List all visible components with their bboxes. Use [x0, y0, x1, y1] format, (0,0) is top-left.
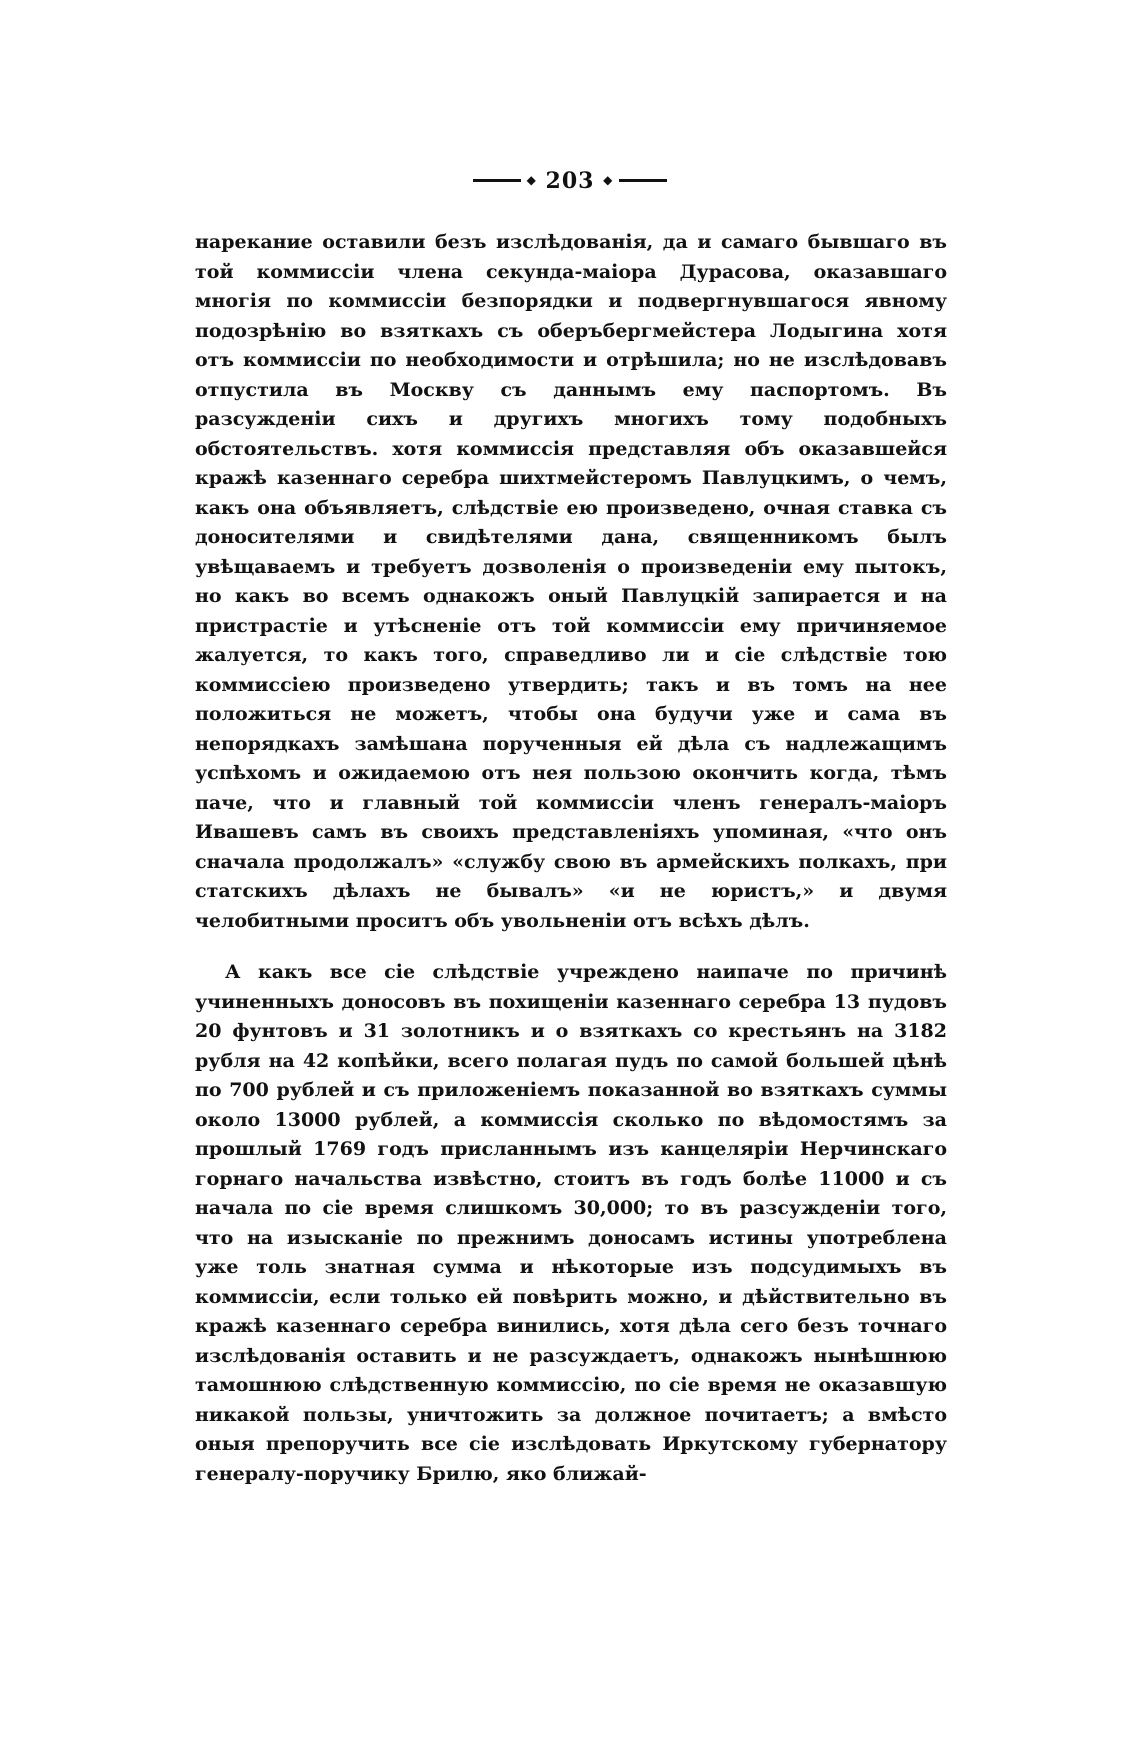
paragraph: нарекание оставили безъ изслѣдованія, да и самаго бывшаго въ той коммиссіи члена секунда-маіора Дурасова, оказавшаго многія по коммиссіи безпорядки и подвергнувшагося явному подозрѣнію во взяткахъ съ оберъбергмейстера Лодыгина хотя отъ коммиссіи по необходимости и отрѣшила; но не изслѣдовавъ отпустила въ Москву съ даннымъ ему паспортомъ. Въ разсужденіи сихъ и другихъ многихъ тому подобныхъ обстоятельствъ. хотя коммиссія представляя объ оказавшейся кражѣ казеннаго серебра шихтмейстеромъ Павлуцкимъ, о чемъ, какъ она объявляетъ, слѣдствіе ею произведено, очная ставка съ доносителями и свидѣтелями дана, священникомъ былъ увѣщаваемъ и требуетъ дозволенія о произведеніи ему пытокъ, но какъ во всемъ однакожъ оный Павлуцкій запирается и на пристрастіе и утѣсненіе отъ той коммиссіи ему причиняемое жалуется, то какъ того, справедливо ли и сіе слѣдствіе тою коммиссіею произведено утвердить; такъ и въ томъ на нее положиться не можетъ, чтобы она будучи уже и сама въ непорядкахъ замѣшана порученныя ей дѣла съ надлежащимъ успѣхомъ и ожидаемою отъ нея пользою окончить когда, тѣмъ паче, что и главный той коммиссіи членъ генералъ-маіоръ Ивашевъ самъ въ своихъ представленіяхъ упоминая, «что онъ сначала продолжалъ» «службу свою въ армейскихъ полкахъ, при статскихъ дѣлахъ не бывалъ» «и не юристъ,» и двумя челобитными проситъ объ увольненіи отъ всѣхъ дѣлъ. [195, 231, 947, 932]
main-text-block [195, 228, 947, 1489]
right-ornament-rule [619, 179, 667, 182]
page-number: 203 [545, 168, 595, 194]
paragraph: А какъ все сіе слѣдствіе учреждено наипаче по причинѣ учиненныхъ доносовъ въ похищеніи казеннаго серебра 13 пудовъ 20 фунтовъ и 31 золотникъ и о взяткахъ со крестьянъ на 3182 рубля на 42 копѣйки, всего полагая пудъ по самой большей цѣнѣ по 700 рублей и съ приложеніемъ показанной во взяткахъ суммы около 13000 рублей, а коммиссія сколько по вѣдомостямъ за прошлый 1769 годъ присланнымъ изъ канцеляріи Нерчинскаго горнаго начальства извѣстно, стоитъ въ годъ болѣе 11000 и съ начала по сіе время слишкомъ 30,000; то въ разсужденіи того, что на изысканіе по прежнимъ доносамъ истины употреблена уже толь знатная сумма и нѣкоторые изъ подсудимыхъ въ коммиссіи, если только ей повѣрить можно, и дѣйствительно въ кражѣ казеннаго серебра винились, хотя дѣла сего безъ точнаго изслѣдованія оставить и не разсуждаетъ, однакожъ нынѣшнюю тамошнюю слѣдственную коммиссію, по сіе время не оказавшую никакой пользы, уничтожить за должное почитаетъ; а вмѣсто оныя препоручить все сіе изслѣдовать Иркутскому губернатору генералу-поручику Брилю, яко ближай- [195, 961, 947, 1485]
right-ornament-dot: ◆ [603, 173, 614, 187]
page-header [0, 168, 1140, 194]
left-ornament-rule [473, 179, 521, 182]
left-ornament-dot: ◆ [526, 173, 537, 187]
